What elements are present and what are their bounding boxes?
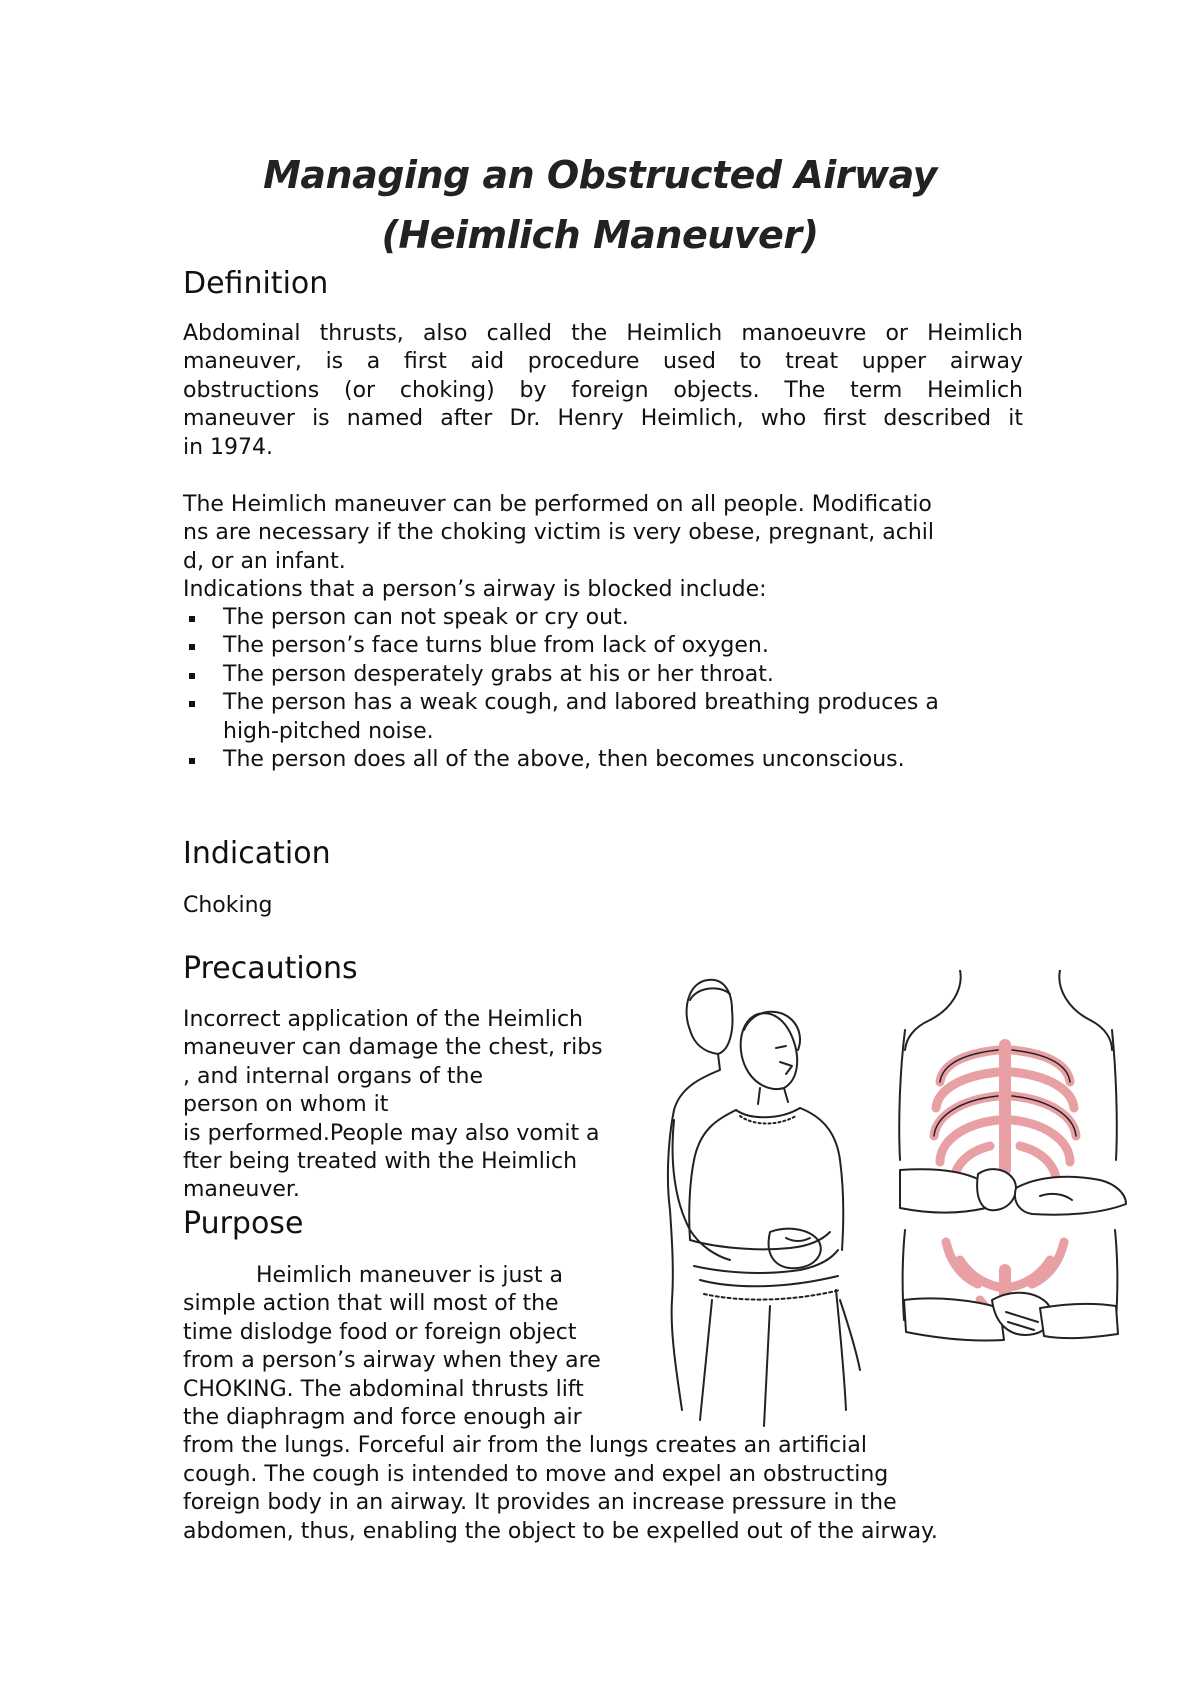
precautions-line: person on whom it bbox=[183, 1092, 389, 1118]
bullet-square-icon bbox=[189, 616, 195, 622]
purpose-line: abdomen, thus, enabling the object to be expelled out of the airway. bbox=[183, 1518, 938, 1544]
list-item: The person has a weak cough, and labored breathing produces a high-pitched noise. bbox=[183, 689, 1023, 746]
page-title-line1: Managing an Obstructed Airway bbox=[263, 153, 937, 197]
definition-line: The Heimlich maneuver can be performed on all people. Modificatio bbox=[183, 492, 932, 517]
purpose-line: the diaphragm and force enough air bbox=[183, 1405, 582, 1431]
purpose-line: simple action that will most of the bbox=[183, 1291, 559, 1317]
definition-line: d, or an infant. bbox=[183, 548, 346, 574]
bullet-square-icon bbox=[189, 758, 195, 764]
definition-line: obstructions (or choking) by foreign objects. The term Heimlich bbox=[183, 377, 1023, 403]
list-item: The person’s face turns blue from lack of oxygen. bbox=[183, 632, 1023, 660]
bullet-square-icon bbox=[189, 644, 195, 650]
airway-blocked-signs-list bbox=[183, 604, 1023, 774]
definition-line: Abdominal thrusts, also called the Heimlich manoeuvre or Heimlich bbox=[183, 321, 1023, 346]
precautions-line: maneuver. bbox=[183, 1177, 300, 1203]
list-item: The person can not speak or cry out. bbox=[183, 604, 1023, 632]
definition-line: in 1974. bbox=[183, 434, 274, 460]
precautions-line: , and internal organs of the bbox=[183, 1063, 484, 1089]
purpose-line: Heimlich maneuver is just a bbox=[256, 1263, 563, 1288]
purpose-heading: Purpose bbox=[183, 1206, 304, 1241]
heimlich-maneuver-illustration bbox=[660, 970, 1130, 1430]
definition-heading: Definition bbox=[183, 266, 329, 301]
definition-line: Indications that a person’s airway is blocked include: bbox=[183, 577, 767, 603]
precautions-line: Incorrect application of the Heimlich bbox=[183, 1007, 583, 1032]
definition-line: ns are necessary if the choking victim is very obese, pregnant, achil bbox=[183, 520, 935, 546]
definition-line: maneuver, is a first aid procedure used to treat upper airway bbox=[183, 349, 1023, 375]
purpose-line: foreign body in an airway. It provides an increase pressure in the bbox=[183, 1490, 897, 1516]
purpose-line: CHOKING. The abdominal thrusts lift bbox=[183, 1376, 584, 1402]
precautions-line: maneuver can damage the chest, ribs bbox=[183, 1035, 603, 1061]
indication-heading: Indication bbox=[183, 836, 331, 871]
precautions-heading: Precautions bbox=[183, 951, 358, 986]
purpose-line: cough. The cough is intended to move and expel an obstructing bbox=[183, 1461, 889, 1487]
list-item: The person does all of the above, then becomes unconscious. bbox=[183, 746, 1023, 774]
definition-paragraph-1 bbox=[183, 320, 1023, 462]
page-title-line2: (Heimlich Maneuver) bbox=[381, 213, 819, 257]
purpose-line: time dislodge food or foreign object bbox=[183, 1319, 577, 1345]
bullet-square-icon bbox=[189, 701, 195, 707]
precautions-paragraph bbox=[183, 1006, 663, 1205]
list-item: The person desperately grabs at his or her throat. bbox=[183, 661, 1023, 689]
definition-paragraph-2 bbox=[183, 491, 1023, 605]
precautions-line: is performed.People may also vomit a bbox=[183, 1120, 600, 1146]
bullet-square-icon bbox=[189, 673, 195, 679]
purpose-line: from a person’s airway when they are bbox=[183, 1348, 601, 1374]
purpose-line: from the lungs. Forceful air from the lungs creates an artificial bbox=[183, 1433, 867, 1459]
precautions-line: fter being treated with the Heimlich bbox=[183, 1149, 578, 1175]
indication-text: Choking bbox=[183, 893, 273, 918]
definition-line: maneuver is named after Dr. Henry Heimlich, who first described it bbox=[183, 406, 1023, 432]
